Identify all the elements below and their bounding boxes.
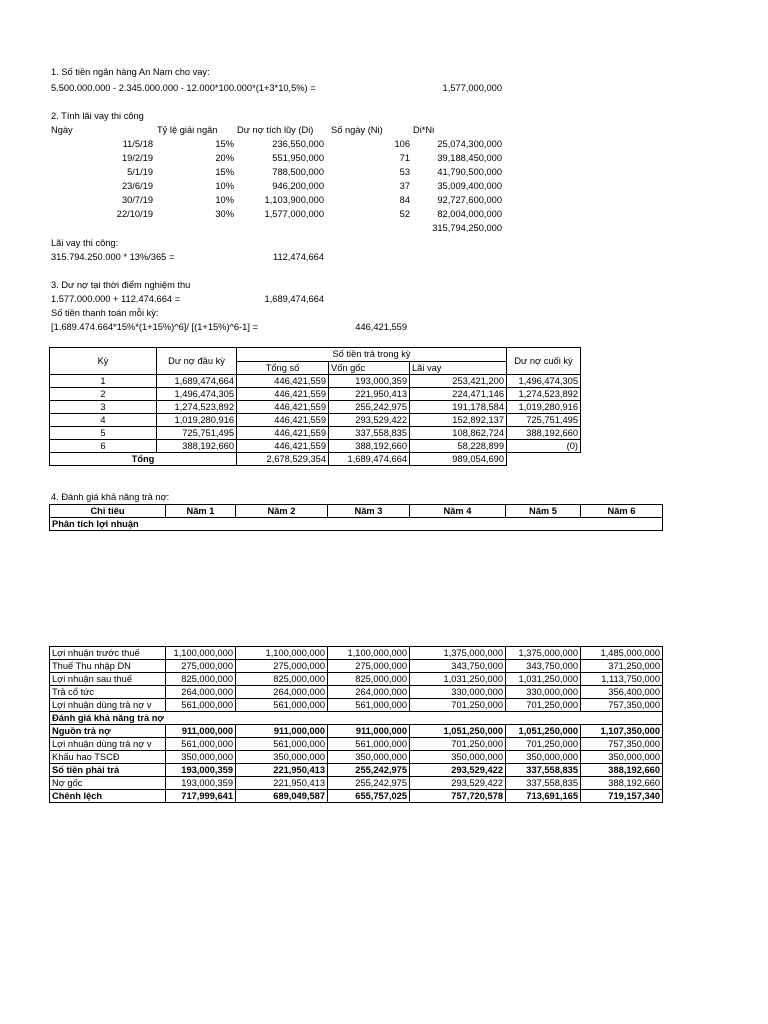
disbursement-cell: 84 bbox=[399, 195, 410, 205]
eval-cell: 561,000,000 bbox=[328, 738, 410, 751]
disbursement-cell: 53 bbox=[399, 167, 410, 177]
eval-cell: 356,400,000 bbox=[581, 686, 663, 699]
eval-cell: 1,031,250,000 bbox=[506, 673, 581, 686]
eval-header-cell: Năm 4 bbox=[410, 505, 506, 518]
repayment-schedule-table bbox=[49, 347, 581, 466]
payment-formula: [1.689.474.664*15%*(1+15%)^6]/ [(1+15%)^6-1] = bbox=[51, 322, 258, 332]
col-header-product: Di*Ni bbox=[413, 125, 435, 135]
total-empty bbox=[507, 453, 581, 466]
table-row bbox=[50, 414, 581, 427]
eval-cell: 655,757,025 bbox=[328, 790, 410, 803]
total-interest: 989,054,690 bbox=[410, 453, 507, 466]
disbursement-cell: 1,577,000,000 bbox=[264, 209, 324, 219]
col-header-date: Ngày bbox=[51, 125, 73, 135]
disbursement-cell: 82,004,000,000 bbox=[437, 209, 502, 219]
schedule-cell: 337,558,835 bbox=[329, 427, 410, 440]
eval-header-cell: Năm 2 bbox=[236, 505, 328, 518]
table-row bbox=[50, 440, 581, 453]
eval-cell: 701,250,000 bbox=[410, 738, 506, 751]
eval-cell: 719,157,340 bbox=[581, 790, 663, 803]
disbursement-cell: 92,727,600,000 bbox=[437, 195, 502, 205]
eval-cell: 330,000,000 bbox=[506, 686, 581, 699]
schedule-cell: 1,274,523,892 bbox=[507, 388, 581, 401]
disbursement-cell: 22/10/19 bbox=[116, 209, 153, 219]
eval-cell: 221,950,413 bbox=[236, 777, 328, 790]
disbursement-cell: 10% bbox=[215, 195, 234, 205]
eval-cell: 275,000,000 bbox=[166, 660, 236, 673]
eval-cell: 1,100,000,000 bbox=[236, 647, 328, 660]
eval-cell: 1,100,000,000 bbox=[166, 647, 236, 660]
eval-cell: Nguồn trả nợ bbox=[50, 725, 166, 738]
table-row bbox=[50, 673, 663, 686]
schedule-cell: 293,529,422 bbox=[329, 414, 410, 427]
disbursement-cell: 11/5/18 bbox=[122, 139, 153, 149]
repayment-ability-section: Đánh giá khả năng trả nợ bbox=[50, 712, 663, 725]
disbursement-cell: 19/2/19 bbox=[121, 153, 153, 163]
eval-cell: 350,000,000 bbox=[328, 751, 410, 764]
eval-cell: 330,000,000 bbox=[410, 686, 506, 699]
eval-cell: 717,999,641 bbox=[166, 790, 236, 803]
table-row bbox=[50, 777, 663, 790]
eval-cell: Lợi nhuận dùng trả nợ v bbox=[50, 738, 166, 751]
eval-cell: 343,750,000 bbox=[410, 660, 506, 673]
schedule-cell: 253,421,200 bbox=[410, 375, 507, 388]
eval-cell: 757,350,000 bbox=[581, 699, 663, 712]
col-header-days: Số ngày (Ni) bbox=[331, 125, 383, 135]
eval-cell: 1,100,000,000 bbox=[328, 647, 410, 660]
eval-cell: 1,375,000,000 bbox=[506, 647, 581, 660]
eval-cell: 388,192,660 bbox=[581, 764, 663, 777]
eval-cell: 371,250,000 bbox=[581, 660, 663, 673]
debt-value: 1,689,474,664 bbox=[264, 294, 324, 304]
eval-cell: 275,000,000 bbox=[236, 660, 328, 673]
disbursement-cell: 35,009,400,000 bbox=[437, 181, 502, 191]
eval-cell: 343,750,000 bbox=[506, 660, 581, 673]
section4-title: 4. Đánh giá khả năng trả nợ: bbox=[51, 492, 170, 502]
disbursement-cell: 1,103,900,000 bbox=[264, 195, 324, 205]
disbursement-cell: 15% bbox=[215, 139, 234, 149]
eval-cell: 255,242,975 bbox=[328, 764, 410, 777]
eval-header-cell: Năm 1 bbox=[166, 505, 236, 518]
schedule-cell: 725,751,495 bbox=[157, 427, 237, 440]
schedule-cell: 221,950,413 bbox=[329, 388, 410, 401]
disbursement-cell: 25,074,300,000 bbox=[437, 139, 502, 149]
table-row bbox=[50, 686, 663, 699]
eval-header-cell: Năm 6 bbox=[581, 505, 663, 518]
profit-analysis-section: Phân tích lợi nhuận bbox=[50, 518, 663, 531]
table-row bbox=[50, 699, 663, 712]
eval-cell: 1,031,250,000 bbox=[410, 673, 506, 686]
eval-cell: 350,000,000 bbox=[410, 751, 506, 764]
eval-cell: 713,691,165 bbox=[506, 790, 581, 803]
col-header-rate: Tỷ lệ giải ngân bbox=[157, 125, 218, 135]
disbursement-cell: 71 bbox=[399, 153, 410, 163]
schedule-cell: 224,471,146 bbox=[410, 388, 507, 401]
header-total-payment: Tổng số bbox=[237, 361, 329, 375]
eval-cell: Thuế Thu nhập DN bbox=[50, 660, 166, 673]
header-opening-balance: Dư nợ đầu kỳ bbox=[157, 348, 237, 375]
schedule-cell: 1,019,280,916 bbox=[157, 414, 237, 427]
eval-cell: 561,000,000 bbox=[328, 699, 410, 712]
eval-cell: 1,375,000,000 bbox=[410, 647, 506, 660]
eval-header-cell: Năm 3 bbox=[328, 505, 410, 518]
eval-cell: 1,113,750,000 bbox=[581, 673, 663, 686]
table-row bbox=[50, 375, 581, 388]
disbursement-cell: 30/7/19 bbox=[121, 195, 153, 205]
schedule-cell: 388,192,660 bbox=[157, 440, 237, 453]
evaluation-header-table bbox=[49, 504, 663, 531]
schedule-cell: 2 bbox=[50, 388, 157, 401]
table-row bbox=[50, 660, 663, 673]
eval-cell: 757,720,578 bbox=[410, 790, 506, 803]
eval-cell: Lợi nhuận sau thuế bbox=[50, 673, 166, 686]
schedule-cell: 255,242,975 bbox=[329, 401, 410, 414]
eval-cell: 825,000,000 bbox=[236, 673, 328, 686]
evaluation-table bbox=[49, 646, 663, 803]
schedule-cell: 108,862,724 bbox=[410, 427, 507, 440]
eval-cell: 757,350,000 bbox=[581, 738, 663, 751]
eval-cell: 1,107,350,000 bbox=[581, 725, 663, 738]
section2-title: 2. Tính lãi vay thi công bbox=[51, 111, 144, 121]
disbursement-cell: 551,950,000 bbox=[272, 153, 324, 163]
schedule-cell: 446,421,559 bbox=[237, 375, 329, 388]
eval-cell: 561,000,000 bbox=[166, 738, 236, 751]
schedule-cell: 725,751,495 bbox=[507, 414, 581, 427]
eval-cell: 275,000,000 bbox=[328, 660, 410, 673]
schedule-cell: (0) bbox=[507, 440, 581, 453]
payment-label: Số tiền thanh toán mỗi kỳ: bbox=[51, 308, 159, 318]
schedule-cell: 446,421,559 bbox=[237, 440, 329, 453]
interest-value: 112,474,664 bbox=[272, 252, 324, 262]
total-principal: 1,689,474,664 bbox=[329, 453, 410, 466]
total-label: Tổng bbox=[50, 453, 237, 466]
disbursement-cell: 788,500,000 bbox=[272, 167, 324, 177]
eval-cell: 911,000,000 bbox=[328, 725, 410, 738]
header-interest: Lãi vay bbox=[410, 361, 507, 375]
disbursement-cell: 37 bbox=[399, 181, 410, 191]
eval-cell: 911,000,000 bbox=[166, 725, 236, 738]
disbursement-cell: 39,188,450,000 bbox=[437, 153, 502, 163]
section3-title: 3. Dư nợ tại thời điểm nghiệm thu bbox=[51, 280, 191, 290]
eval-cell: 911,000,000 bbox=[236, 725, 328, 738]
table-row bbox=[50, 751, 663, 764]
loan-amount: 1,577,000,000 bbox=[442, 83, 502, 93]
disbursement-cell: 30% bbox=[215, 209, 234, 219]
disbursement-cell: 10% bbox=[215, 181, 234, 191]
disbursement-cell: 946,200,000 bbox=[272, 181, 324, 191]
schedule-cell: 1,496,474,305 bbox=[157, 388, 237, 401]
eval-cell: Chênh lệch bbox=[50, 790, 166, 803]
schedule-cell: 446,421,559 bbox=[237, 388, 329, 401]
eval-cell: 350,000,000 bbox=[506, 751, 581, 764]
table-row bbox=[50, 401, 581, 414]
table-row bbox=[50, 790, 663, 803]
schedule-cell: 446,421,559 bbox=[237, 427, 329, 440]
table-row bbox=[50, 738, 663, 751]
interest-formula: 315.794.250.000 * 13%/365 = bbox=[51, 252, 175, 262]
eval-header-cell: Năm 5 bbox=[506, 505, 581, 518]
eval-cell: 825,000,000 bbox=[328, 673, 410, 686]
eval-cell: 264,000,000 bbox=[328, 686, 410, 699]
header-period: Kỳ bbox=[50, 348, 157, 375]
eval-cell: 293,529,422 bbox=[410, 764, 506, 777]
col-header-debt: Dư nợ tích lũy (Di) bbox=[237, 125, 314, 135]
eval-cell: 264,000,000 bbox=[236, 686, 328, 699]
eval-cell: 561,000,000 bbox=[236, 699, 328, 712]
table-row bbox=[50, 725, 663, 738]
eval-cell: 701,250,000 bbox=[506, 699, 581, 712]
eval-cell: 388,192,660 bbox=[581, 777, 663, 790]
schedule-cell: 193,000,359 bbox=[329, 375, 410, 388]
schedule-cell: 1 bbox=[50, 375, 157, 388]
disbursement-cell: 236,550,000 bbox=[272, 139, 324, 149]
disbursement-cell: 5/1/19 bbox=[127, 167, 153, 177]
schedule-cell: 1,496,474,305 bbox=[507, 375, 581, 388]
table-row bbox=[50, 647, 663, 660]
debt-formula: 1.577.000.000 + 112.474.664 = bbox=[51, 294, 181, 304]
table-row bbox=[50, 764, 663, 777]
eval-cell: 1,485,000,000 bbox=[581, 647, 663, 660]
schedule-cell: 6 bbox=[50, 440, 157, 453]
disbursement-total: 315,794,250,000 bbox=[432, 223, 502, 233]
eval-cell: Trả cổ tức bbox=[50, 686, 166, 699]
loan-formula: 5.500.000.000 - 2.345.000.000 - 12.000*100.000*(1+3*10,5%) = bbox=[51, 83, 316, 93]
schedule-cell: 1,019,280,916 bbox=[507, 401, 581, 414]
table-row bbox=[50, 388, 581, 401]
disbursement-cell: 15% bbox=[215, 167, 234, 177]
schedule-cell: 191,178,584 bbox=[410, 401, 507, 414]
interest-label: Lãi vay thi công: bbox=[51, 238, 119, 248]
eval-cell: 193,000,359 bbox=[166, 764, 236, 777]
header-payment: Số tiền trả trong kỳ bbox=[237, 348, 507, 362]
eval-cell: 193,000,359 bbox=[166, 777, 236, 790]
eval-cell: 264,000,000 bbox=[166, 686, 236, 699]
eval-cell: Lợi nhuận dùng trả nợ v bbox=[50, 699, 166, 712]
schedule-cell: 4 bbox=[50, 414, 157, 427]
eval-cell: 701,250,000 bbox=[410, 699, 506, 712]
eval-cell: 561,000,000 bbox=[166, 699, 236, 712]
eval-cell: 1,051,250,000 bbox=[506, 725, 581, 738]
schedule-cell: 1,274,523,892 bbox=[157, 401, 237, 414]
eval-cell: Nợ gốc bbox=[50, 777, 166, 790]
payment-value: 446,421,559 bbox=[355, 322, 407, 332]
eval-cell: Số tiền phải trả bbox=[50, 764, 166, 777]
schedule-cell: 152,892,137 bbox=[410, 414, 507, 427]
eval-header-cell: Chỉ tiêu bbox=[50, 505, 166, 518]
eval-cell: 337,558,835 bbox=[506, 764, 581, 777]
eval-cell: 293,529,422 bbox=[410, 777, 506, 790]
disbursement-cell: 41,790,500,000 bbox=[437, 167, 502, 177]
eval-cell: 825,000,000 bbox=[166, 673, 236, 686]
eval-cell: Lợi nhuận trước thuế bbox=[50, 647, 166, 660]
eval-cell: 221,950,413 bbox=[236, 764, 328, 777]
header-principal: Vốn gốc bbox=[329, 361, 410, 375]
eval-cell: 350,000,000 bbox=[166, 751, 236, 764]
schedule-cell: 3 bbox=[50, 401, 157, 414]
eval-cell: 337,558,835 bbox=[506, 777, 581, 790]
eval-cell: Khấu hao TSCĐ bbox=[50, 751, 166, 764]
section1-title: 1. Số tiền ngân hàng An Nam cho vay: bbox=[51, 67, 210, 77]
schedule-cell: 446,421,559 bbox=[237, 401, 329, 414]
eval-cell: 701,250,000 bbox=[506, 738, 581, 751]
eval-cell: 1,051,250,000 bbox=[410, 725, 506, 738]
eval-cell: 350,000,000 bbox=[581, 751, 663, 764]
eval-cell: 689,049,587 bbox=[236, 790, 328, 803]
eval-cell: 255,242,975 bbox=[328, 777, 410, 790]
schedule-cell: 5 bbox=[50, 427, 157, 440]
disbursement-cell: 106 bbox=[394, 139, 410, 149]
header-closing-balance: Dư nợ cuối kỳ bbox=[507, 348, 581, 375]
eval-cell: 561,000,000 bbox=[236, 738, 328, 751]
disbursement-cell: 52 bbox=[399, 209, 410, 219]
disbursement-cell: 23/6/19 bbox=[121, 181, 153, 191]
schedule-cell: 1,689,474,664 bbox=[157, 375, 237, 388]
disbursement-cell: 20% bbox=[215, 153, 234, 163]
eval-cell: 350,000,000 bbox=[236, 751, 328, 764]
schedule-cell: 58,228,899 bbox=[410, 440, 507, 453]
schedule-cell: 446,421,559 bbox=[237, 414, 329, 427]
schedule-cell: 388,192,660 bbox=[507, 427, 581, 440]
schedule-cell: 388,192,660 bbox=[329, 440, 410, 453]
table-row bbox=[50, 427, 581, 440]
total-payment: 2,678,529,354 bbox=[237, 453, 329, 466]
